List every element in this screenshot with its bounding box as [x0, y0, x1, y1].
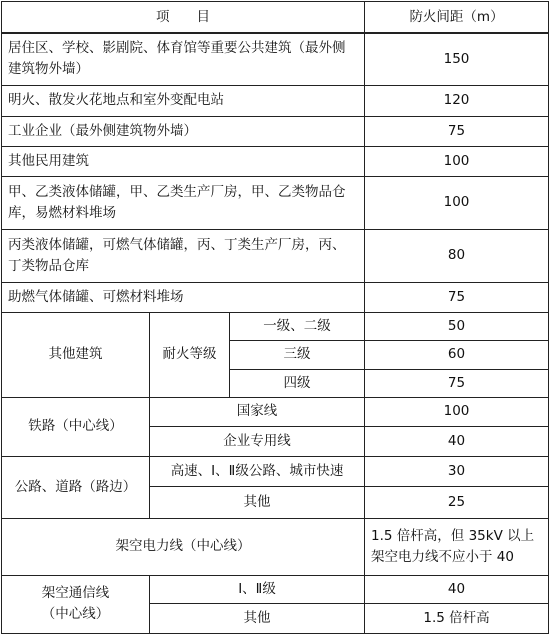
- fire-separation-table: [1, 1, 549, 634]
- table-row: [2, 33, 549, 85]
- row-item-class-ab: 甲、乙类液体储罐，甲、乙类生产厂房，甲、乙类物品仓库，易燃材料堆场: [2, 176, 365, 229]
- road-label: 公路、道路（路边）: [2, 456, 150, 518]
- railway-type: 国家线: [150, 397, 365, 426]
- row-value: 50: [365, 312, 549, 340]
- fire-rating-level: 四级: [230, 369, 365, 397]
- table-row: [2, 176, 549, 229]
- row-item-combustion-gas: 助燃气体储罐、可燃材料堆场: [2, 282, 365, 312]
- railway-type: 企业专用线: [150, 426, 365, 456]
- row-value: 75: [365, 369, 549, 397]
- table-row: [2, 397, 549, 426]
- table-row: [2, 116, 549, 146]
- row-item-open-flame: 明火、散发火花地点和室外变配电站: [2, 85, 365, 116]
- row-value: 100: [365, 146, 549, 176]
- comm-line-label: [2, 575, 150, 633]
- row-value: 40: [365, 575, 549, 603]
- table-header-row: [2, 2, 549, 34]
- row-value: 75: [365, 116, 549, 146]
- comm-line-type: 其他: [150, 603, 365, 633]
- road-type: 高速、Ⅰ、Ⅱ级公路、城市快速: [150, 456, 365, 486]
- power-line-label: 架空电力线（中心线）: [2, 518, 365, 575]
- row-item-public-buildings: 居住区、学校、影剧院、体育馆等重要公共建筑（最外侧建筑物外墙）: [2, 33, 365, 85]
- header-distance: 防火间距（m）: [365, 2, 549, 34]
- row-value: 120: [365, 85, 549, 116]
- comm-line-label-line1: 架空通信线: [41, 585, 110, 601]
- road-type: 其他: [150, 486, 365, 518]
- table-row: [2, 229, 549, 282]
- comm-line-label-line2: （中心线）: [41, 606, 110, 622]
- table-row: [2, 518, 549, 575]
- row-item-class-cd: 丙类液体储罐，可燃气体储罐，丙、丁类生产厂房，丙、丁类物品仓库: [2, 229, 365, 282]
- row-item-civil: 其他民用建筑: [2, 146, 365, 176]
- row-value: 60: [365, 340, 549, 369]
- table-row: [2, 282, 549, 312]
- railway-label: 铁路（中心线）: [2, 397, 150, 456]
- table-row: [2, 85, 549, 116]
- row-value: 1.5 倍杆高: [365, 603, 549, 633]
- row-value: 80: [365, 229, 549, 282]
- row-value: 30: [365, 456, 549, 486]
- row-item-industrial: 工业企业（最外侧建筑物外墙）: [2, 116, 365, 146]
- comm-line-type: Ⅰ、Ⅱ级: [150, 575, 365, 603]
- table-row: [2, 146, 549, 176]
- row-value: 25: [365, 486, 549, 518]
- table-row: [2, 456, 549, 486]
- row-value: 75: [365, 282, 549, 312]
- fire-rating-label: 耐火等级: [150, 312, 230, 397]
- fire-rating-level: 三级: [230, 340, 365, 369]
- row-value: 40: [365, 426, 549, 456]
- fire-rating-level: 一级、二级: [230, 312, 365, 340]
- table-row: [2, 312, 549, 340]
- table-row: [2, 575, 549, 603]
- row-value: 100: [365, 397, 549, 426]
- row-value: 150: [365, 33, 549, 85]
- other-buildings-label: 其他建筑: [2, 312, 150, 397]
- power-line-value: 1.5 倍杆高，但 35kV 以上架空电力线不应小于 40: [365, 518, 549, 575]
- header-item: 项 目: [2, 2, 365, 34]
- row-value: 100: [365, 176, 549, 229]
